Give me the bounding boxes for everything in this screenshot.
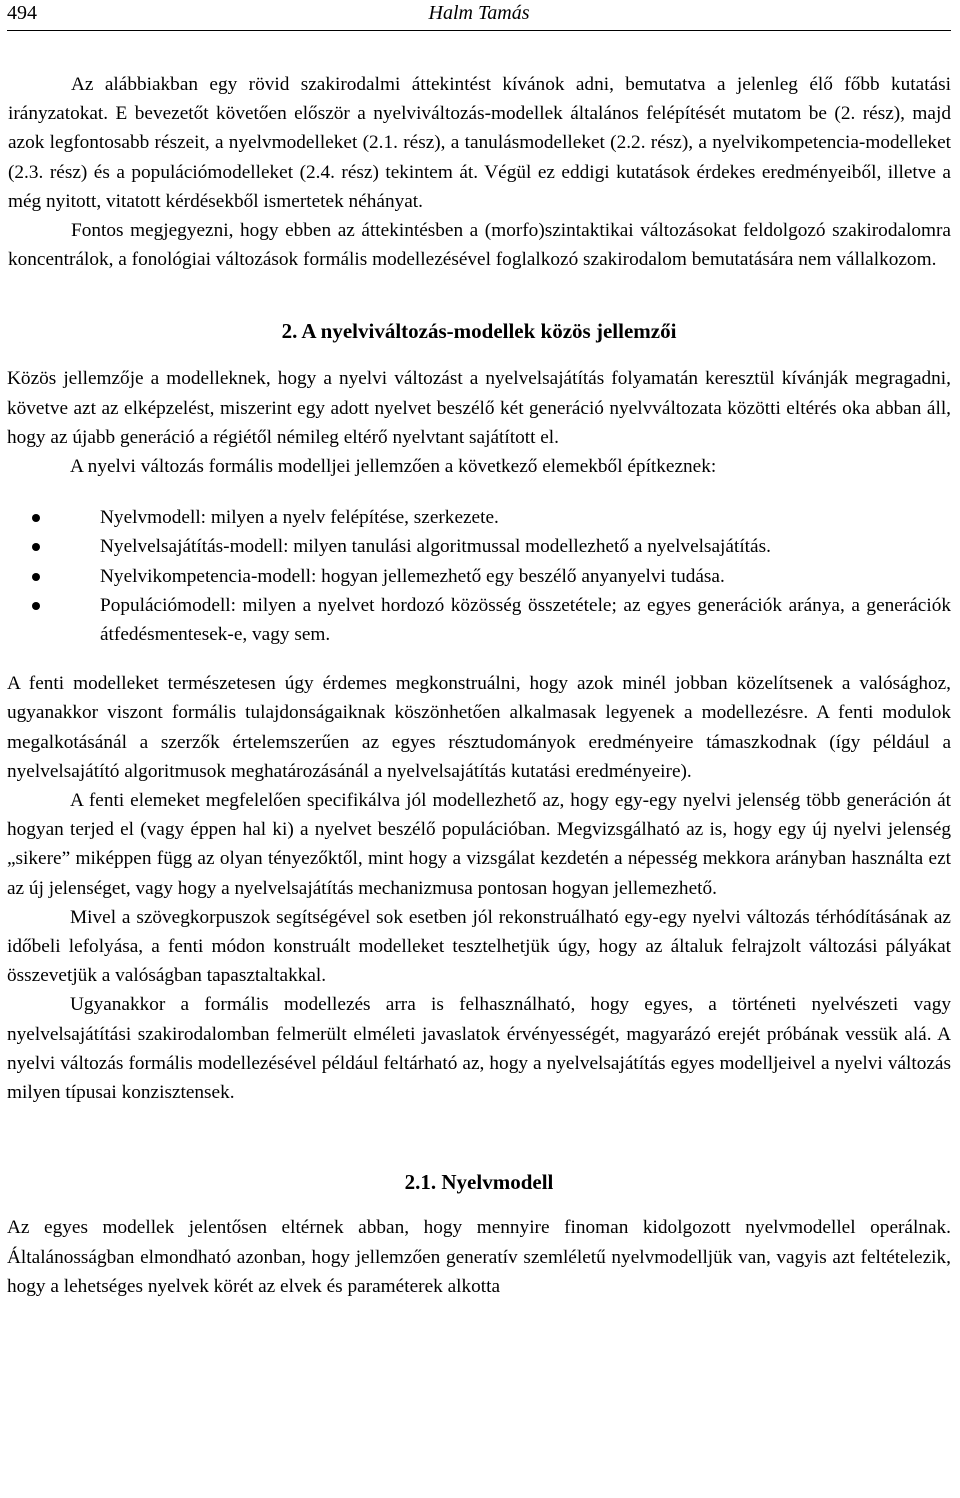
section-2-1-paragraph-1: Az egyes modellek jelentősen eltérnek abban, hogy mennyire finoman kidolgozott nyelvmodellel operálnak. Általánosságban elmondható azonban, hogy jellemzően generatív szemléletű nyelvmodelljük van, vagyis azt feltételezik, hogy a lehetséges nyelvek körét az elvek és paraméterek alkotta xyxy=(7,1217,951,1297)
section-2-paragraph-2: A nyelvi változás formális modelljei jellemzően a következő elemekből építkeznek: xyxy=(70,456,717,478)
list-item: Nyelvmodell: milyen a nyelv felépítése, szerkezete. xyxy=(100,503,951,532)
list-item: Nyelvelsajátítás-modell: milyen tanulási algoritmussal modellezhető a nyelvelsajátítás. xyxy=(100,532,951,561)
section-2-paragraph-4: A fenti elemeket megfelelően specifikálva jól modellezhető az, hogy egy-egy nyelvi jelenség több generáción át hogyan terjed el (vagy éppen hal ki) a nyelvet beszélő populációban. Megvizsgálható az is, hogy egy új nyelvi jelenség „sikere” miképpen függ az olyan tényezőktől, mint hogy a vizsgálat kezdetén a népesség mekkora arányban használta ezt az új jelenséget, vagy hogy a nyelvelsajátítás mechanizmusa pontosan hogyan jellemezhető. xyxy=(7,790,951,899)
article-body xyxy=(7,70,951,1301)
running-head: Halm Tamás xyxy=(428,2,530,24)
section-2-paragraph-1: Közös jellemzője a modelleknek, hogy a nyelvi változást a nyelvelsajátítás folyamatán keresztül kívánják megragadni, követve azt az elképzelést, miszerint egy adott nyelvet beszélő két generáció nyelvváltozata közötti eltérés oka abban áll, hogy az újabb generáció a régiétől némileg eltérő nyelvtant sajátított el. xyxy=(7,368,951,448)
section-2-paragraph-6: Ugyanakkor a formális modellezés arra is felhasználható, hogy egyes, a történeti nyelvészeti vagy nyelvelsajátítási szakirodalomban felmerült elméleti javaslatok érvényességét, magyarázó erejét próbának vessük alá. A nyelvi változás formális modellezésével például feltárható az, hogy a nyelvelsajátítás egyes modelljeivel a nyelvi változás milyen típusai konzisztensek. xyxy=(7,994,951,1104)
section-2-paragraph-3: A fenti modelleket természetesen úgy érdemes megkonstruálni, hogy azok minél jobban közelítsenek a valósághoz, ugyanakkor viszont formális tulajdonságaiknak köszönhetően alkalmasak legyenek a modellezésre. A fenti modulok megalkotásánál a szerzők értelemszerűen az egyes résztudományok eredményeire támaszkodnak (így például a nyelvelsajátító algoritmusok meghatározásánál a nyelvelsajátítás kutatási eredményeire). xyxy=(7,673,951,782)
intro-paragraph-1: Az alábbiakban egy rövid szakirodalmi áttekintést kívánok adni, bemutatva a jelenleg élő főbb kutatási irányzatokat. E bevezetőt követően először a nyelviváltozás-modellek általános felépítését mutatom be (2. rész), majd azok legfontosabb részeit, a nyelvmodelleket (2.1. rész), a tanulásmodelleket (2.2. rész), a nyelvikompetencia-modelleket (2.3. rész) és a populációmodelleket (2.4. rész) tekintem át. Végül ez eddigi kutatások érdekes eredményeiből, illetve a még nyitott, vitatott kérdésekből ismertetek néhányat. xyxy=(8,74,951,212)
list-item: Populációmodell: milyen a nyelvet hordozó közösség összetétele; az egyes generációk aránya, a generációk átfedésmentesek-e, vagy sem. xyxy=(100,591,951,649)
intro-paragraph-2: Fontos megjegyezni, hogy ebben az áttekintésben a (morfo)szintaktikai változásokat feldolgozó szakirodalomra koncentrálok, a fonológiai változások formális modellezésével foglalkozó szakirodalom bemutatására nem vállalkozom. xyxy=(8,220,951,271)
section-2-1-title: 2.1. Nyelvmodell xyxy=(404,1170,554,1195)
intro xyxy=(7,70,951,274)
page-number: 494 xyxy=(7,2,37,24)
section-2-title: 2. A nyelviváltozás-modellek közös jellemzői xyxy=(281,319,677,344)
model-components-list xyxy=(7,503,951,649)
page-header xyxy=(7,0,951,31)
section-2-paragraph-5: Mivel a szövegkorpuszok segítségével sok esetben jól rekonstruálható egy-egy nyelvi változás térhódításának az időbeli lefolyása, a fenti módon konstruált modelleket tesztelhetjük úgy, hogy az általuk felrajzolt változási pályákat összevetjük a valóságban tapasztaltakkal. xyxy=(7,906,951,987)
list-item: Nyelvikompetencia-modell: hogyan jellemezhető egy beszélő anyanyelvi tudása. xyxy=(100,562,951,591)
